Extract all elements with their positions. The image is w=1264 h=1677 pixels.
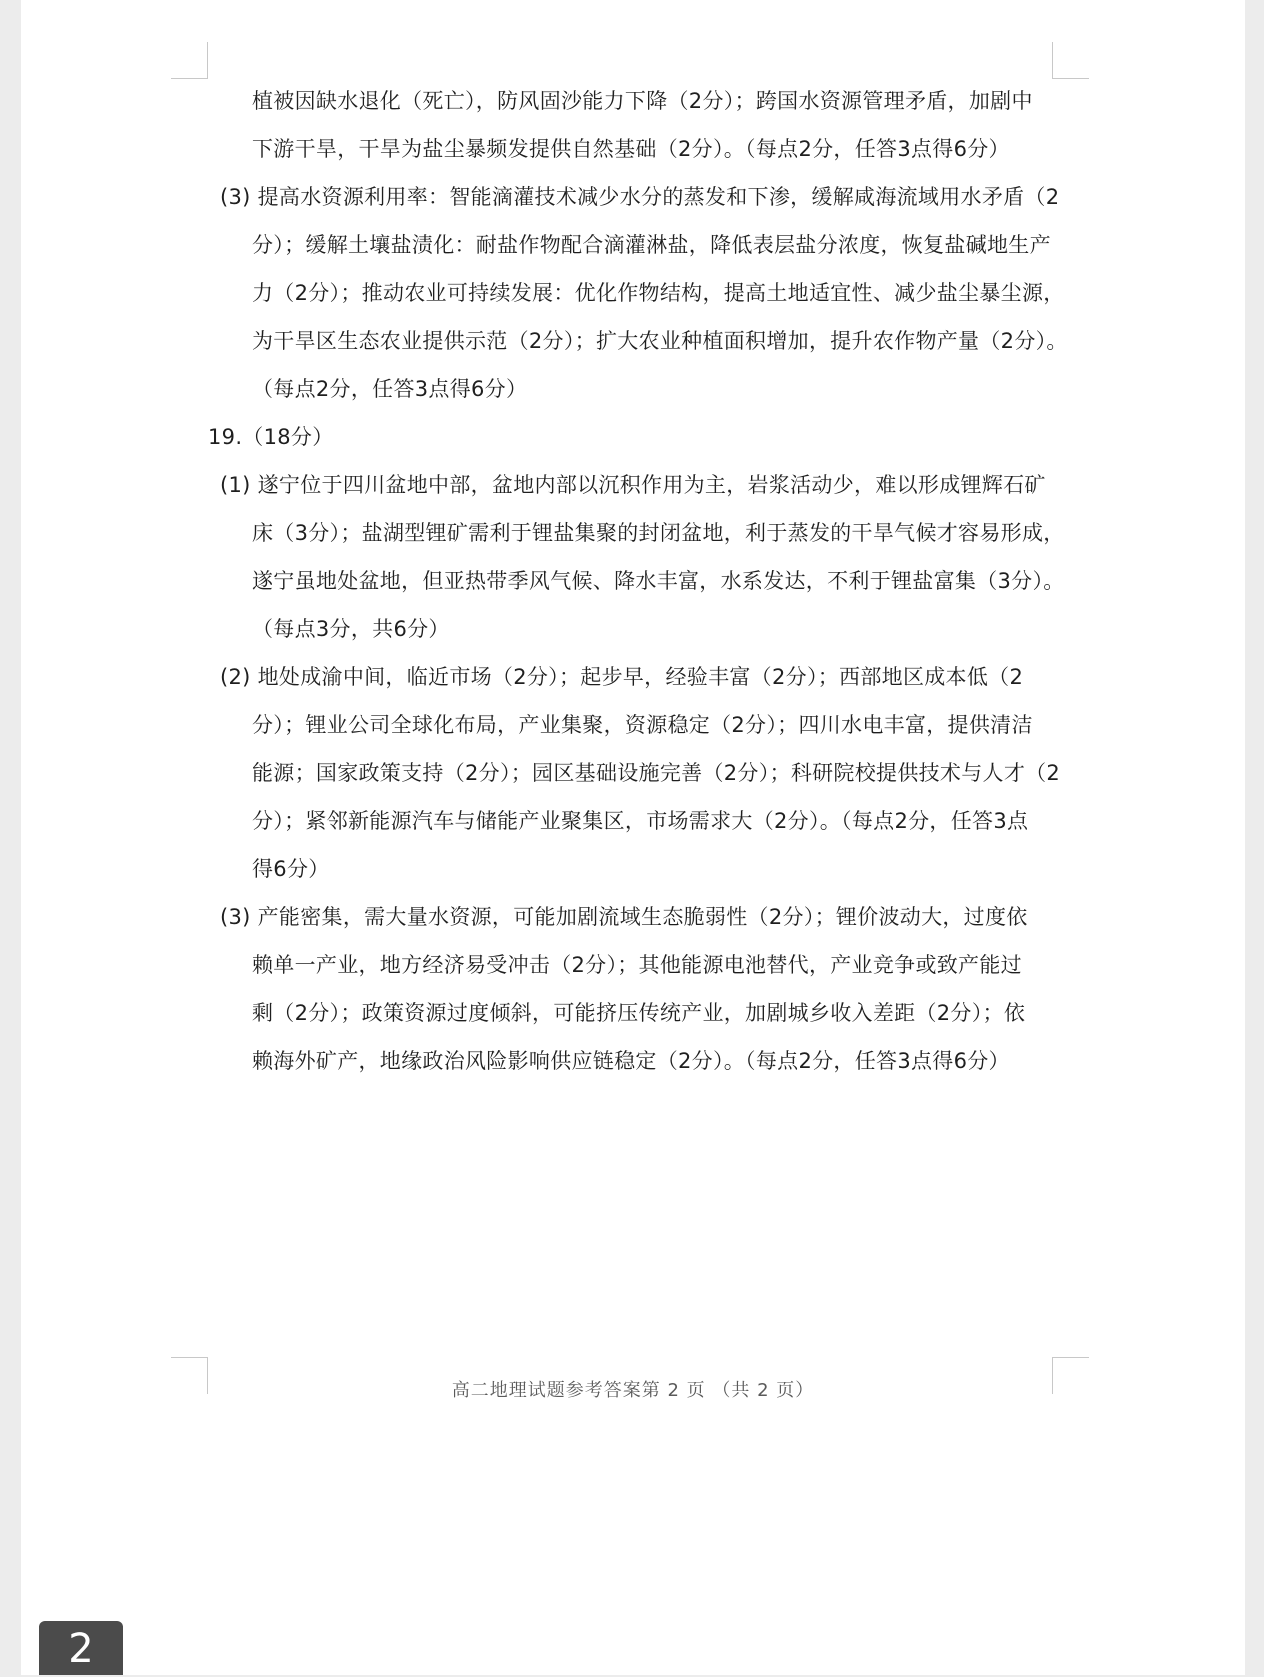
text-line: 赖海外矿产，地缘政治风险影响供应链稳定（2分）。（每点2分，任答3点得6分） [252,1049,1010,1073]
text-line: 分）；紧邻新能源汽车与储能产业聚集区，市场需求大（2分）。（每点2分，任答3点 [252,809,1029,833]
text-line: 力（2分）；推动农业可持续发展：优化作物结构，提高土地适宜性、减少盐尘暴尘源， [252,281,1065,305]
page-footer: 高二地理试题参考答案第 2 页 （共 2 页） [451,1380,815,1401]
text-line: （每点2分，任答3点得6分） [252,377,528,401]
text-line: 分）；锂业公司全球化布局，产业集聚，资源稳定（2分）；四川水电丰富，提供清洁 [252,713,1033,737]
text-line: (3) 产能密集，需大量水资源，可能加剧流域生态脆弱性（2分）；锂价波动大，过度依 [220,905,1028,929]
text-line: 赖单一产业，地方经济易受冲击（2分）；其他能源电池替代，产业竞争或致产能过 [252,953,1022,977]
text-line: (2) 地处成渝中间，临近市场（2分）；起步早，经验丰富（2分）；西部地区成本低（2 [220,665,1024,689]
text-line: (3) 提高水资源利用率：智能滴灌技术减少水分的蒸发和下渗，缓解咸海流域用水矛盾（2 [220,185,1060,209]
page-number-badge: 2 [39,1621,123,1675]
text-line: 下游干旱，干旱为盐尘暴频发提供自然基础（2分）。（每点2分，任答3点得6分） [252,137,1010,161]
text-line: 能源；国家政策支持（2分）；园区基础设施完善（2分）；科研院校提供技术与人才（2 [252,761,1061,785]
text-line: 植被因缺水退化（死亡），防风固沙能力下降（2分）；跨国水资源管理矛盾，加剧中 [252,89,1033,113]
crop-mark-top-right [1052,42,1089,79]
text-line: 床（3分）；盐湖型锂矿需利于锂盐集聚的封闭盆地，利于蒸发的干旱气候才容易形成， [252,521,1065,545]
crop-mark-top-left [171,42,208,79]
question-heading: 19.（18分） [208,425,334,449]
text-line: 剩（2分）；政策资源过度倾斜，可能挤压传统产业，加剧城乡收入差距（2分）；依 [252,1001,1026,1025]
text-line: 分）；缓解土壤盐渍化：耐盐作物配合滴灌淋盐，降低表层盐分浓度，恢复盐碱地生产 [252,233,1051,257]
document-page [21,0,1245,1675]
text-line: 得6分） [252,857,330,881]
text-line: 遂宁虽地处盆地，但亚热带季风气候、降水丰富，水系发达，不利于锂盐富集（3分）。 [252,569,1065,593]
text-line: 为干旱区生态农业提供示范（2分）；扩大农业种植面积增加，提升农作物产量（2分）。 [252,329,1068,353]
text-line: (1) 遂宁位于四川盆地中部，盆地内部以沉积作用为主，岩浆活动少，难以形成锂辉石矿 [220,473,1046,497]
text-line: （每点3分，共6分） [252,617,450,641]
